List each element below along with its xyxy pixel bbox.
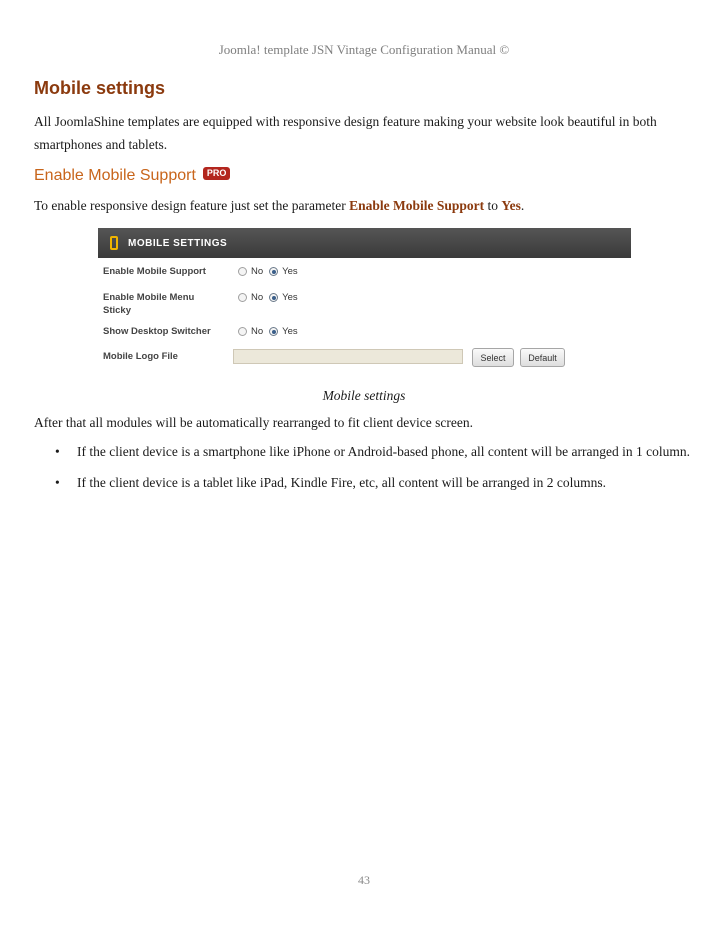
panel-header — [98, 228, 631, 258]
instruction-suffix: . — [520, 198, 525, 213]
instruction-mid: to — [484, 198, 502, 213]
bullet-icon: • — [55, 444, 60, 459]
radio-yes[interactable] — [269, 327, 278, 336]
panel-title: MOBILE SETTINGS — [128, 237, 228, 249]
radio-yes[interactable] — [269, 293, 278, 302]
after-paragraph: After that all modules will be automatically rearranged to fit client device screen. — [34, 415, 473, 430]
radio-label-yes: Yes — [282, 292, 298, 303]
instruction-param: Enable Mobile Support — [349, 198, 485, 213]
subsection-heading — [34, 167, 230, 185]
setting-label: Enable Mobile Support — [103, 266, 206, 277]
default-button[interactable]: Default — [520, 348, 565, 367]
radio-group — [238, 325, 304, 338]
list-item — [34, 440, 694, 463]
running-header: Joomla! template JSN Vintage Configuration Manual © — [218, 42, 510, 57]
radio-yes[interactable] — [269, 267, 278, 276]
list-item-text: If the client device is a smartphone like iPhone or Android-based phone, all content will be arranged in 1 column. — [77, 444, 690, 459]
figure-caption: Mobile settings — [322, 388, 406, 403]
subsection-title: Enable Mobile Support — [34, 167, 196, 184]
radio-group — [238, 291, 304, 304]
list-item — [34, 471, 694, 494]
radio-label-yes: Yes — [282, 326, 298, 337]
section-title: Mobile settings — [34, 78, 166, 98]
mobile-logo-file-input[interactable] — [233, 349, 463, 364]
list-item-text: If the client device is a tablet like iPad, Kindle Fire, etc, all content will be arranged in 2 columns. — [77, 475, 606, 490]
radio-no[interactable] — [238, 327, 247, 336]
pro-badge: PRO — [203, 167, 231, 180]
bullet-list — [34, 440, 694, 502]
radio-no[interactable] — [238, 267, 247, 276]
mobile-phone-icon — [110, 236, 118, 250]
radio-label-no: No — [251, 292, 264, 303]
setting-label: Mobile Logo File — [103, 351, 178, 362]
setting-label: Enable Mobile Menu Sticky — [103, 292, 195, 316]
instruction-value: Yes — [501, 198, 521, 213]
page-number: 43 — [358, 873, 370, 887]
mobile-settings-panel — [98, 228, 631, 376]
setting-label: Show Desktop Switcher — [103, 326, 211, 337]
radio-label-yes: Yes — [282, 266, 298, 277]
intro-paragraph: All JoomlaShine templates are equipped with responsive design feature making your website look beautiful in both smartphones and tablets. — [34, 114, 657, 152]
radio-label-no: No — [251, 266, 264, 277]
select-button[interactable]: Select — [472, 348, 514, 367]
instruction-paragraph — [34, 198, 524, 214]
radio-label-no: No — [251, 326, 264, 337]
radio-no[interactable] — [238, 293, 247, 302]
instruction-prefix: To enable responsive design feature just set the parameter — [34, 198, 350, 213]
radio-group — [238, 265, 304, 278]
bullet-icon: • — [55, 475, 60, 490]
